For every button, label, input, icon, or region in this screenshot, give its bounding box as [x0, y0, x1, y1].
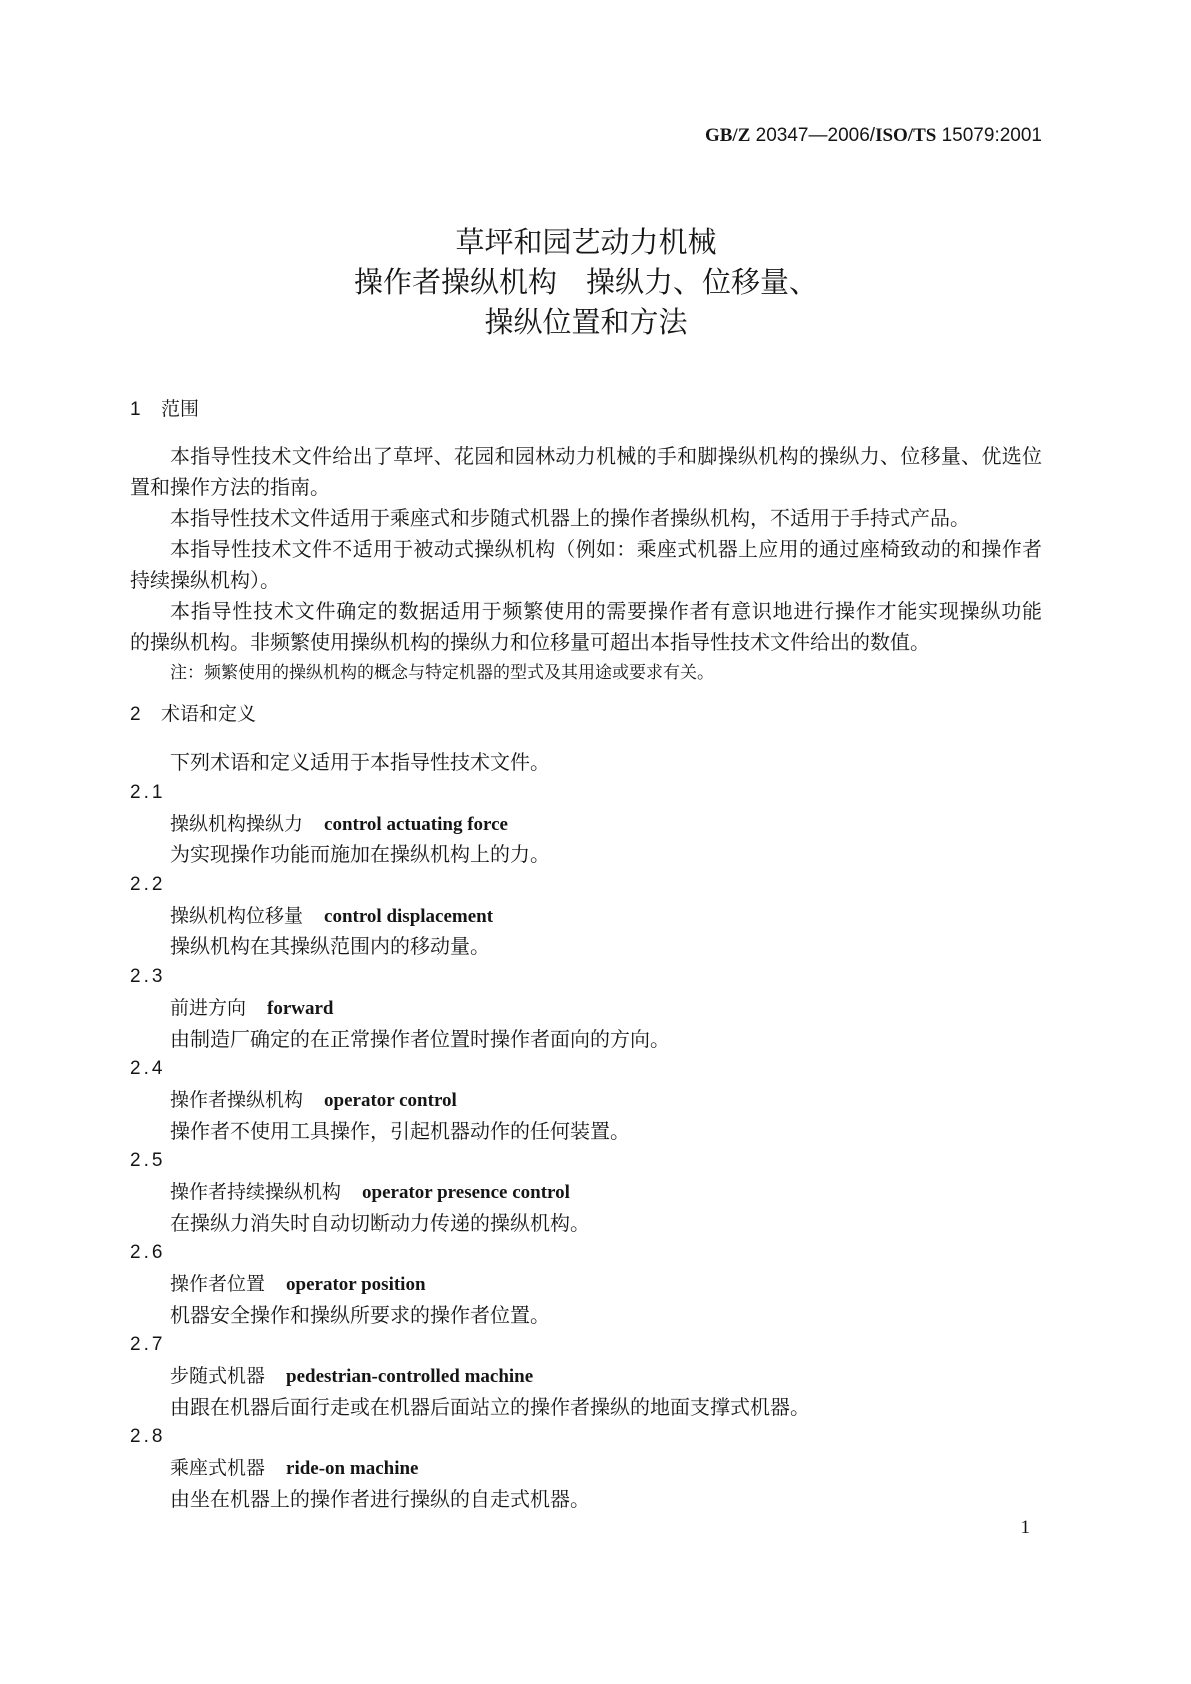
- term-entry: [130, 870, 1042, 962]
- term-title: [130, 809, 1042, 840]
- term-name-en: operator presence control: [362, 1181, 570, 1203]
- section-heading-scope: [130, 394, 199, 425]
- term-name-zh: 操纵机构位移量: [170, 904, 304, 927]
- note: 注：频繁使用的操纵机构的概念与特定机器的型式及其用途或要求有关。: [170, 663, 714, 683]
- paragraph-line: 本指导性技术文件适用于乘座式和步随式机器上的操作者操纵机构，不适用于手持式产品。: [170, 506, 970, 530]
- term-entry: [130, 1238, 1042, 1330]
- term-title: [130, 901, 1042, 932]
- section-number: 2: [130, 704, 141, 725]
- term-entry: [130, 1146, 1042, 1238]
- term-definition: 在操纵力消失时自动切断动力传递的操纵机构。: [170, 1210, 590, 1235]
- section-heading-terms: [130, 699, 256, 730]
- term-title: [130, 1269, 1042, 1300]
- title-line: 操纵位置和方法: [484, 305, 688, 339]
- term-number: 2.4: [130, 1058, 166, 1080]
- term-name-zh: 操纵机构操纵力: [170, 812, 304, 835]
- term-entry: [130, 1330, 1042, 1422]
- term-definition: 为实现操作功能而施加在操纵机构上的力。: [170, 842, 550, 867]
- document-title: [130, 222, 1042, 342]
- section-intro: 下列术语和定义适用于本指导性技术文件。: [170, 750, 550, 774]
- standard-number-header: [705, 124, 1042, 148]
- term-entry: [130, 1422, 1042, 1514]
- section-title: 范围: [161, 398, 200, 420]
- scope-body: [130, 441, 1042, 689]
- paragraph-line: 置和操作方法的指南。: [130, 475, 330, 499]
- title-line: 操作者操纵机构 操纵力、位移量、: [353, 265, 818, 299]
- term-definition: 由制造厂确定的在正常操作者位置时操作者面向的方向。: [170, 1026, 670, 1051]
- term-entry: [130, 962, 1042, 1054]
- iso-prefix: ISO/TS: [875, 125, 937, 146]
- term-definition: 由跟在机器后面行走或在机器后面站立的操作者操纵的地面支撑式机器。: [170, 1394, 810, 1419]
- term-name-en: ride-on machine: [286, 1458, 419, 1480]
- term-number: 2.7: [130, 1334, 166, 1356]
- term-name-en: control displacement: [324, 905, 494, 927]
- paragraph-line: 持续操纵机构）。: [130, 568, 280, 592]
- paragraph: [130, 441, 1042, 503]
- term-number: 2.8: [130, 1426, 166, 1448]
- term-entry: [130, 1054, 1042, 1146]
- term-name-zh: 操作者操纵机构: [170, 1088, 304, 1111]
- paragraph-line: 的操纵机构。非频繁使用操纵机构的操纵力和位移量可超出本指导性技术文件给出的数值。: [130, 630, 930, 654]
- term-name-zh: 操作者位置: [170, 1273, 266, 1295]
- term-name-en: operator control: [324, 1089, 457, 1111]
- term-name-en: control actuating force: [324, 813, 508, 835]
- term-definition: 操作者不使用工具操作，引起机器动作的任何装置。: [170, 1118, 630, 1143]
- paragraph-line: 本指导性技术文件给出了草坪、花园和园林动力机械的手和脚操纵机构的操纵力、位移量、优选位: [170, 444, 1042, 468]
- term-number: 2.6: [130, 1242, 166, 1264]
- section-title: 术语和定义: [161, 703, 257, 725]
- term-title: [130, 993, 1042, 1024]
- term-number: 2.2: [130, 874, 166, 896]
- paragraph-line: 本指导性技术文件不适用于被动式操纵机构（例如：乘座式机器上应用的通过座椅致动的和操作者: [170, 537, 1042, 561]
- section-number: 1: [130, 399, 141, 420]
- term-name-zh: 操作者持续操纵机构: [170, 1180, 342, 1203]
- term-number: 2.5: [130, 1150, 166, 1172]
- paragraph: [130, 503, 1042, 534]
- term-name-zh: 乘座式机器: [170, 1457, 266, 1480]
- standard-number: 20347—2006/: [750, 125, 876, 146]
- iso-number: 15079:2001: [936, 125, 1042, 146]
- term-name-en: operator position: [286, 1274, 426, 1295]
- term-title: [130, 1361, 1042, 1392]
- term-name-zh: 步随式机器: [170, 1365, 266, 1388]
- paragraph-line: 本指导性技术文件确定的数据适用于频繁使用的需要操作者有意识地进行操作才能实现操纵功能: [170, 599, 1042, 623]
- standard-prefix: GB/Z: [704, 125, 751, 146]
- term-title: [130, 1085, 1042, 1116]
- term-name-en: pedestrian-controlled machine: [286, 1366, 534, 1388]
- term-name-en: forward: [267, 997, 334, 1019]
- page-number: 1: [1020, 1517, 1030, 1538]
- term-number: 2.1: [130, 782, 166, 803]
- term-entry: [130, 778, 1042, 870]
- term-title: [130, 1177, 1042, 1208]
- paragraph: [130, 596, 1042, 658]
- term-definition: 由坐在机器上的操作者进行操纵的自走式机器。: [170, 1486, 590, 1511]
- term-name-zh: 前进方向: [170, 996, 247, 1019]
- title-line: 草坪和园艺动力机械: [455, 225, 717, 259]
- term-number: 2.3: [130, 966, 166, 988]
- paragraph: [130, 534, 1042, 596]
- term-title: [130, 1453, 1042, 1484]
- term-definition: 操纵机构在其操纵范围内的移动量。: [170, 934, 490, 959]
- terms-list: [130, 778, 1042, 1515]
- term-definition: 机器安全操作和操纵所要求的操作者位置。: [170, 1302, 550, 1327]
